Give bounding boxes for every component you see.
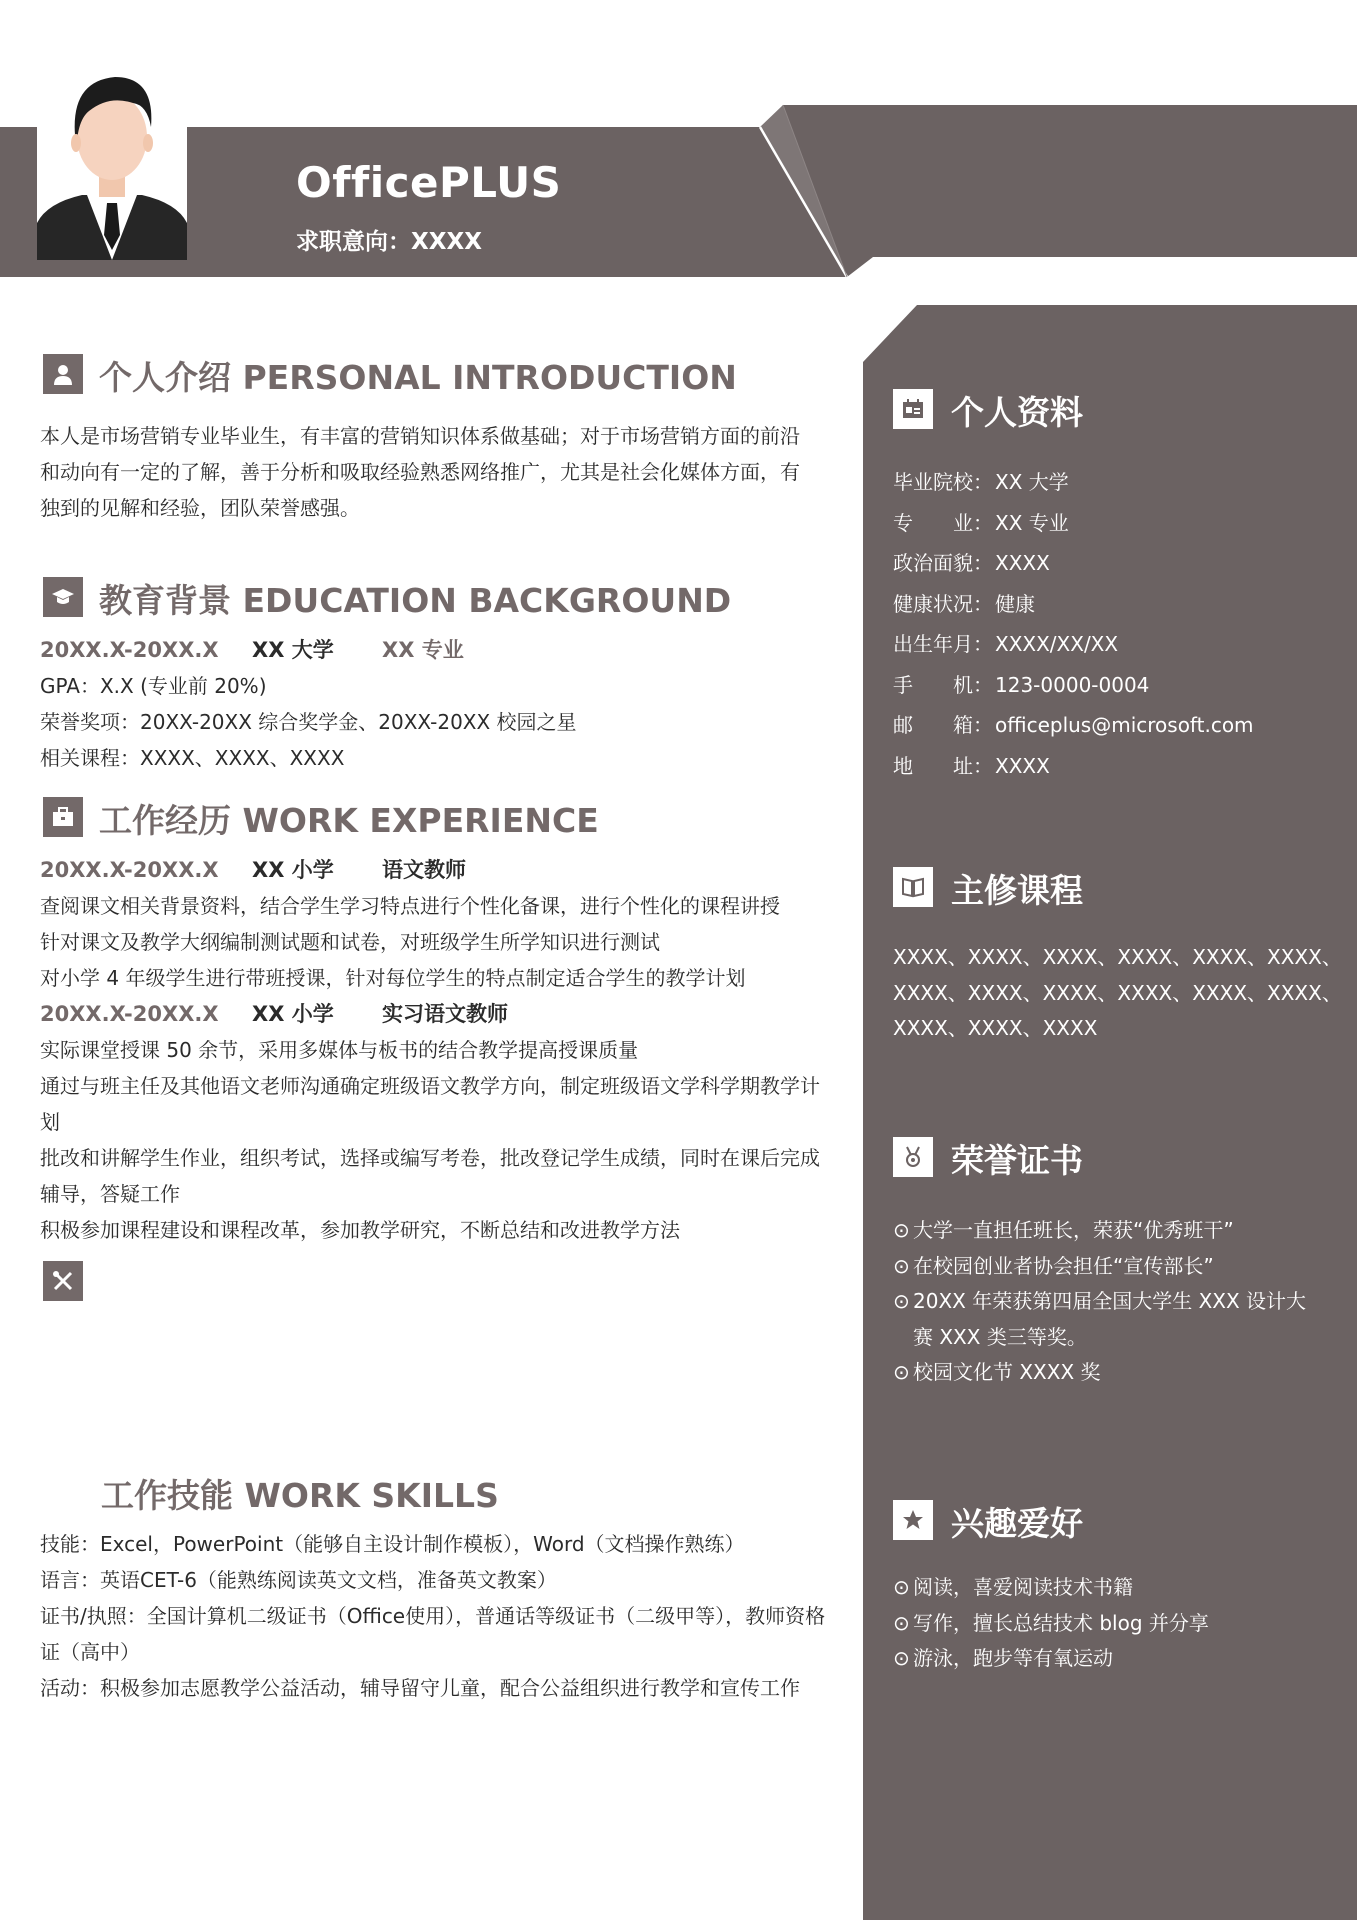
profile-key: 手 机： xyxy=(893,672,993,697)
graduation-cap-icon xyxy=(43,577,83,617)
job-line: 批改和讲解学生作业，组织考试，选择或编写考卷，批改登记学生成绩，同时在课后完成辅导，答疑工作 xyxy=(40,1146,820,1206)
job-line: 实际课堂授课 50 余节，采用多媒体与板书的结合教学提高授课质量 xyxy=(40,1038,639,1062)
work-title: 工作经历 WORK EXPERIENCE xyxy=(99,801,599,840)
profile-list xyxy=(893,462,1333,786)
education-block xyxy=(40,632,830,776)
education-line: GPA：X.X (专业前 20%) xyxy=(40,674,267,698)
profile-title: 个人资料 xyxy=(951,393,1083,432)
courses-line: XXXX、XXXX、XXXX、XXXX、XXXX、XXXX、 xyxy=(893,980,1342,1005)
profile-key: 邮 箱： xyxy=(893,713,993,737)
job-org: XX 小学 xyxy=(252,1002,334,1026)
profile-key: 出生年月： xyxy=(893,632,993,656)
education-major: XX 专业 xyxy=(382,638,464,662)
honor-item xyxy=(893,1249,1323,1285)
job-line: 对小学 4 年级学生进行带班授课，针对每位学生的特点制定适合学生的教学计划 xyxy=(40,966,746,990)
profile-value: officeplus@microsoft.com xyxy=(995,713,1254,737)
hobby-text: 阅读，喜爱阅读技术书籍 xyxy=(913,1575,1133,1599)
profile-value: XX 专业 xyxy=(995,510,1069,535)
honor-text: 大学一直担任班长，荣获“优秀班干” xyxy=(913,1218,1234,1242)
job-intent: 求职意向：XXXX xyxy=(296,229,482,255)
education-school: XX 大学 xyxy=(252,638,334,662)
briefcase-icon xyxy=(43,797,83,837)
honor-item xyxy=(893,1284,1323,1355)
honors-title: 荣誉证书 xyxy=(951,1141,1083,1180)
job-line: 查阅课文相关背景资料，结合学生学习特点进行个性化备课，进行个性化的课程讲授 xyxy=(40,894,780,918)
honor-item xyxy=(893,1355,1323,1391)
header-right-band xyxy=(783,105,1357,277)
skill-line: 活动：积极参加志愿教学公益活动，辅导留守儿童，配合公益组织进行教学和宣传工作 xyxy=(40,1676,800,1700)
profile-item xyxy=(893,584,1333,625)
skills-block xyxy=(40,1526,830,1706)
profile-value: XXXX xyxy=(995,753,1050,778)
education-title: 教育背景 EDUCATION BACKGROUND xyxy=(99,581,732,620)
education-date: 20XX.X-20XX.X xyxy=(40,638,219,662)
id-card-icon xyxy=(893,389,933,429)
job-role: 实习语文教师 xyxy=(382,1002,508,1026)
bullet-icon: ⊙ xyxy=(893,1218,910,1242)
profile-key: 地 址： xyxy=(893,753,993,778)
job-date: 20XX.X-20XX.X xyxy=(40,858,219,882)
job-header xyxy=(40,852,830,888)
profile-item xyxy=(893,624,1333,665)
job-org: XX 小学 xyxy=(252,858,334,882)
bullet-icon: ⊙ xyxy=(893,1360,910,1384)
profile-item xyxy=(893,503,1333,544)
profile-item xyxy=(893,462,1333,503)
hobby-item xyxy=(893,1641,1333,1677)
profile-key: 政治面貌： xyxy=(893,551,993,575)
honor-text: 20XX 年荣获第四届全国大学生 XXX 设计大赛 XXX 类三等奖。 xyxy=(913,1289,1307,1349)
courses-list xyxy=(893,940,1342,1047)
profile-value: XXXX xyxy=(995,551,1050,575)
hobbies-list xyxy=(893,1570,1333,1677)
profile-key: 健康状况： xyxy=(893,591,993,616)
bullet-icon: ⊙ xyxy=(893,1610,910,1635)
bullet-icon: ⊙ xyxy=(893,1289,910,1313)
profile-key: 毕业院校： xyxy=(893,470,993,494)
hobby-item xyxy=(893,1570,1333,1606)
bullet-icon: ⊙ xyxy=(893,1575,910,1599)
job-role: 语文教师 xyxy=(382,858,466,882)
intro-line: 和动向有一定的了解，善于分析和吸取经验熟悉网络推广，尤其是社会化媒体方面，有 xyxy=(40,460,800,484)
book-icon xyxy=(893,867,933,907)
intro-text xyxy=(40,418,830,526)
honor-text: 校园文化节 XXXX 奖 xyxy=(913,1360,1101,1384)
work-block xyxy=(40,852,830,1248)
profile-key: 专 业： xyxy=(893,510,993,535)
education-line: 相关课程：XXXX、XXXX、XXXX xyxy=(40,746,345,770)
honor-text: 在校园创业者协会担任“宣传部长” xyxy=(913,1253,1214,1278)
profile-item xyxy=(893,705,1333,746)
honors-list xyxy=(893,1213,1323,1391)
intro-line: 本人是市场营销专业毕业生，有丰富的营销知识体系做基础；对于市场营销方面的前沿 xyxy=(40,424,800,448)
bullet-icon: ⊙ xyxy=(893,1646,910,1670)
bullet-icon: ⊙ xyxy=(893,1253,910,1278)
profile-photo xyxy=(37,55,187,260)
candidate-name: OfficePLUS xyxy=(296,158,562,207)
courses-title: 主修课程 xyxy=(951,871,1083,910)
person-icon xyxy=(43,354,83,394)
profile-value: 健康 xyxy=(995,591,1035,616)
job-header xyxy=(40,996,830,1032)
hobby-item xyxy=(893,1606,1333,1642)
honor-item xyxy=(893,1213,1323,1249)
job-line: 通过与班主任及其他语文老师沟通确定班级语文教学方向，制定班级语文学科学期教学计划 xyxy=(40,1074,820,1134)
courses-line: XXXX、XXXX、XXXX、XXXX、XXXX、XXXX、 xyxy=(893,945,1342,969)
intro-line: 独到的见解和经验，团队荣誉感强。 xyxy=(40,496,360,520)
skill-line: 证书/执照：全国计算机二级证书（Office使用），普通话等级证书（二级甲等），教师资格证（高中） xyxy=(40,1604,826,1664)
courses-line: XXXX、XXXX、XXXX xyxy=(893,1016,1098,1040)
hobby-text: 写作，擅长总结技术 blog 并分享 xyxy=(913,1610,1209,1635)
skill-line: 技能：Excel，PowerPoint（能够自主设计制作模板），Word（文档操作熟练） xyxy=(40,1532,745,1556)
profile-item xyxy=(893,665,1333,706)
job-line: 针对课文及教学大纲编制测试题和试卷，对班级学生所学知识进行测试 xyxy=(40,930,660,954)
star-icon xyxy=(893,1500,933,1540)
hobbies-title: 兴趣爱好 xyxy=(951,1504,1083,1543)
profile-value: 123-0000-0004 xyxy=(995,672,1150,697)
profile-item xyxy=(893,543,1333,584)
education-header xyxy=(40,632,830,668)
profile-item xyxy=(893,746,1333,787)
job-date: 20XX.X-20XX.X xyxy=(40,1002,219,1026)
tools-icon xyxy=(43,1261,83,1301)
medal-icon xyxy=(893,1137,933,1177)
skill-line: 语言：英语CET-6（能熟练阅读英文文档，准备英文教案） xyxy=(40,1568,557,1592)
skills-title: 工作技能 WORK SKILLS xyxy=(101,1476,499,1515)
hobby-text: 游泳，跑步等有氧运动 xyxy=(913,1646,1113,1670)
profile-value: XX 大学 xyxy=(995,470,1069,494)
education-line: 荣誉奖项：20XX-20XX 综合奖学金、20XX-20XX 校园之星 xyxy=(40,710,577,734)
intro-title: 个人介绍 PERSONAL INTRODUCTION xyxy=(99,358,737,397)
job-line: 积极参加课程建设和课程改革，参加教学研究，不断总结和改进教学方法 xyxy=(40,1218,680,1242)
profile-value: XXXX/XX/XX xyxy=(995,632,1119,656)
